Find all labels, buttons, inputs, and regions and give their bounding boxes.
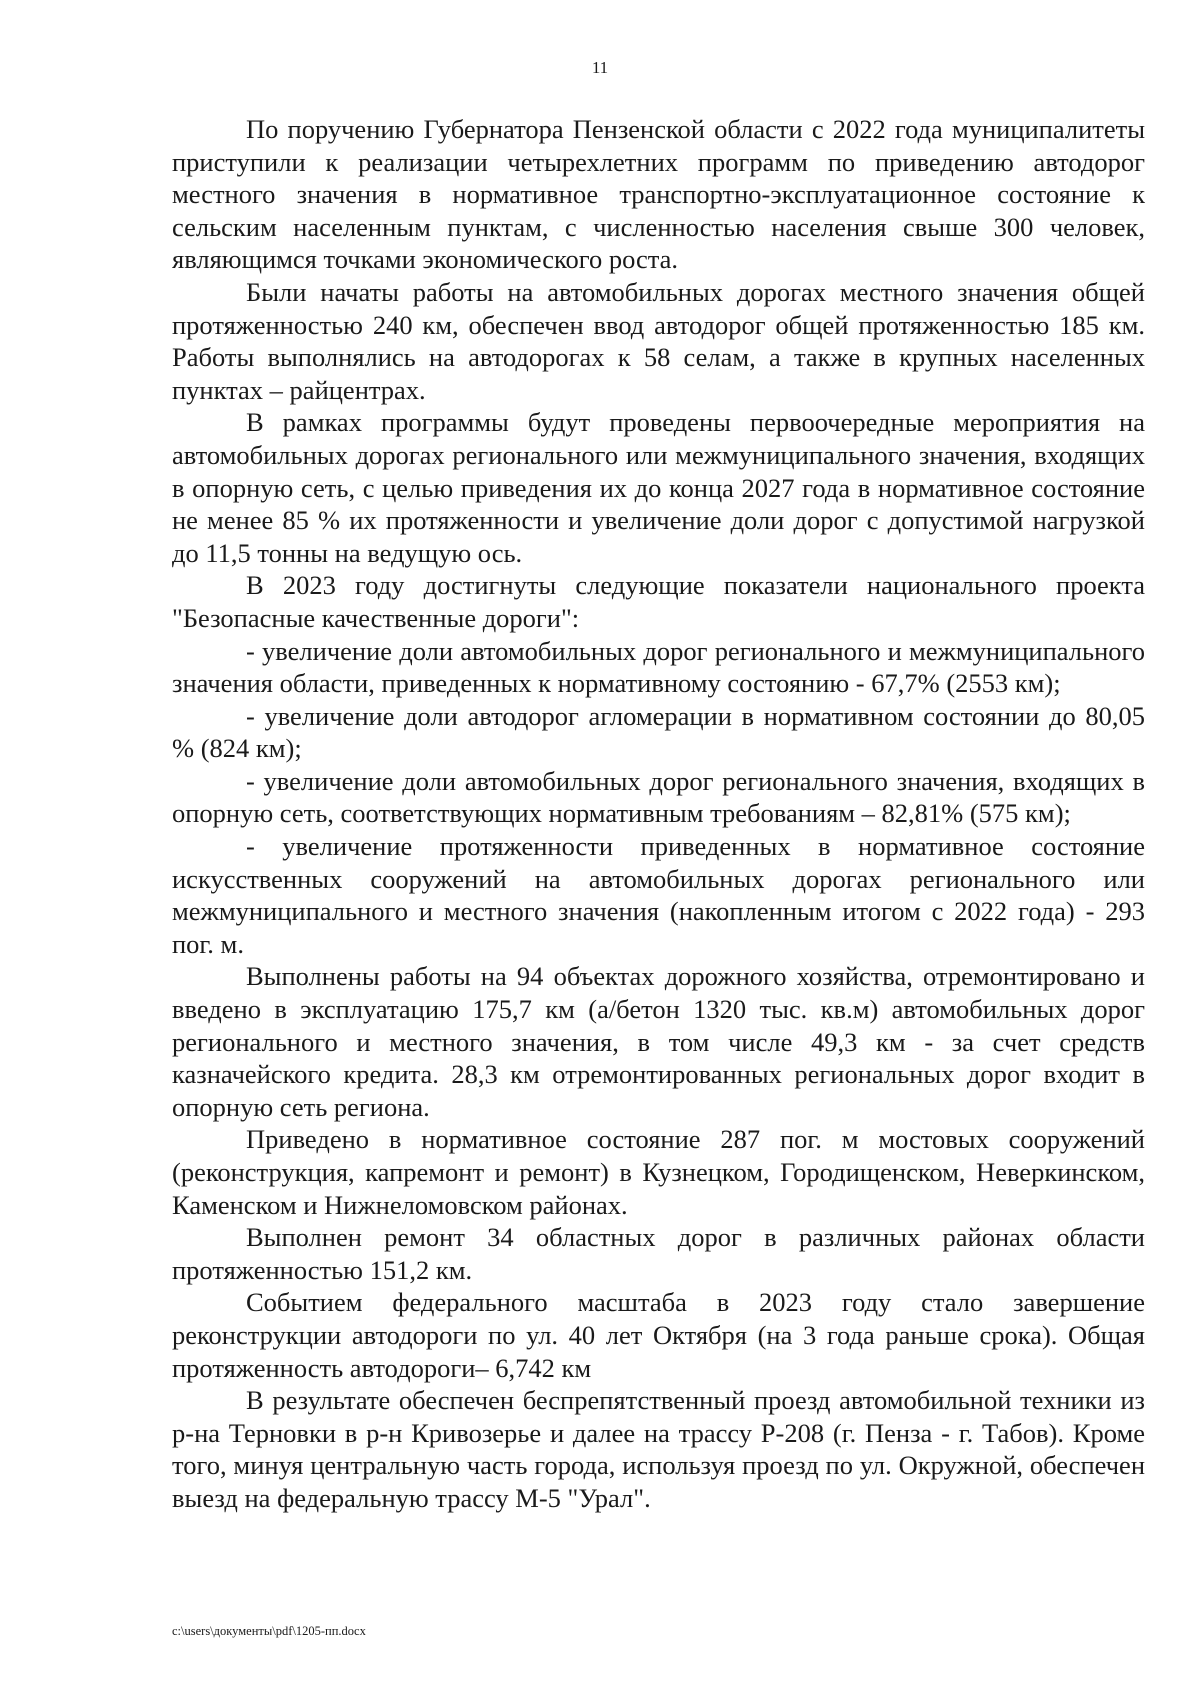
list-item-agglomeration: - увеличение доли автодорог агломерации в нормативном состоянии до 80,05 % (824 км); [172,700,1145,764]
footer-file-path: c:\users\документы\pdf\1205-пп.docx [172,1624,366,1638]
list-item-backbone-network: - увеличение доли автомобильных дорог регионального значения, входящих в опорную сеть, соответствующих нормативным требованиям – 82,81% (575 км); [172,765,1145,829]
paragraph-indicators-intro: В 2023 году достигнуты следующие показатели национального проекта "Безопасные качественные дороги": [172,570,1145,633]
paragraph-works-completed: Выполнены работы на 94 объектах дорожного хозяйства, отремонтировано и введено в эксплуатацию 175,7 км (а/бетон 1320 тыс. кв.м) автомобильных дорог регионального и местного значения, в том числе 49,3 км - за счет средств казначейского кредита. 28,3 км отремонтированных региональных дорог входит в опорную сеть региона. [172,961,1145,1122]
paragraph-works-started: Были начаты работы на автомобильных дорогах местного значения общей протяженностью 240 км, обеспечен ввод автодорог общей протяженностью 185 км. Работы выполнялись на автодорогах к 58 селам, а также в крупных населенных пунктах – райцентрах. [172,276,1145,405]
paragraph-result: В результате обеспечен беспрепятственный проезд автомобильной техники из р-на Терновки в р-н Кривозерье и далее на трассу Р-208 (г. Пенза - г. Табов). Кроме того, минуя центральную часть города, используя проезд по ул. Окружной, обеспечен выезд на федеральную трассу М-5 "Урал". [172,1385,1145,1513]
list-item-artificial-structures: - увеличение протяженности приведенных в нормативное состояние искусственных сооружений на автомобильных дорогах регионального или межмуниципального и местного значения (накопленным итогом с 2022 года) - 293 пог. м. [172,831,1145,959]
paragraph-road-repair: Выполнен ремонт 34 областных дорог в различных районах области протяженностью 151,2 км. [172,1222,1145,1285]
document-body [172,113,1145,1515]
page-number: 11 [591,58,609,77]
paragraph-bridges: Приведено в нормативное состояние 287 пог. м мостовых сооружений (реконструкция, капремонт и ремонт) в Кузнецком, Городищенском, Неверкинском, Каменском и Нижнеломовском районах. [172,1124,1145,1220]
list-item-regional-roads: - увеличение доли автомобильных дорог регионального и межмуниципального значения области, приведенных к нормативному состоянию - 67,7% (2553 км); [172,635,1145,699]
paragraph-federal-event: Событием федерального масштаба в 2023 году стало завершение реконструкции автодороги по ул. 40 лет Октября (на 3 года раньше срока). Общая протяженность автодороги– 6,742 км [172,1287,1145,1383]
paragraph-governor-order: По поручению Губернатора Пензенской области с 2022 года муниципалитеты приступили к реализации четырехлетних программ по приведению автодорог местного значения в нормативное транспортно-эксплуатационное состояние к сельским населенным пунктам, с численностью населения свыше 300 человек, являющимся точками экономического роста. [172,114,1145,275]
paragraph-program-measures: В рамках программы будут проведены первоочередные мероприятия на автомобильных дорогах регионального или межмуниципального значения, входящих в опорную сеть, с целью приведения их до конца 2027 года в нормативное состояние не менее 85 % их протяженности и увеличение доли дорог с допустимой нагрузкой до 11,5 тонны на ведущую ось. [172,407,1145,568]
